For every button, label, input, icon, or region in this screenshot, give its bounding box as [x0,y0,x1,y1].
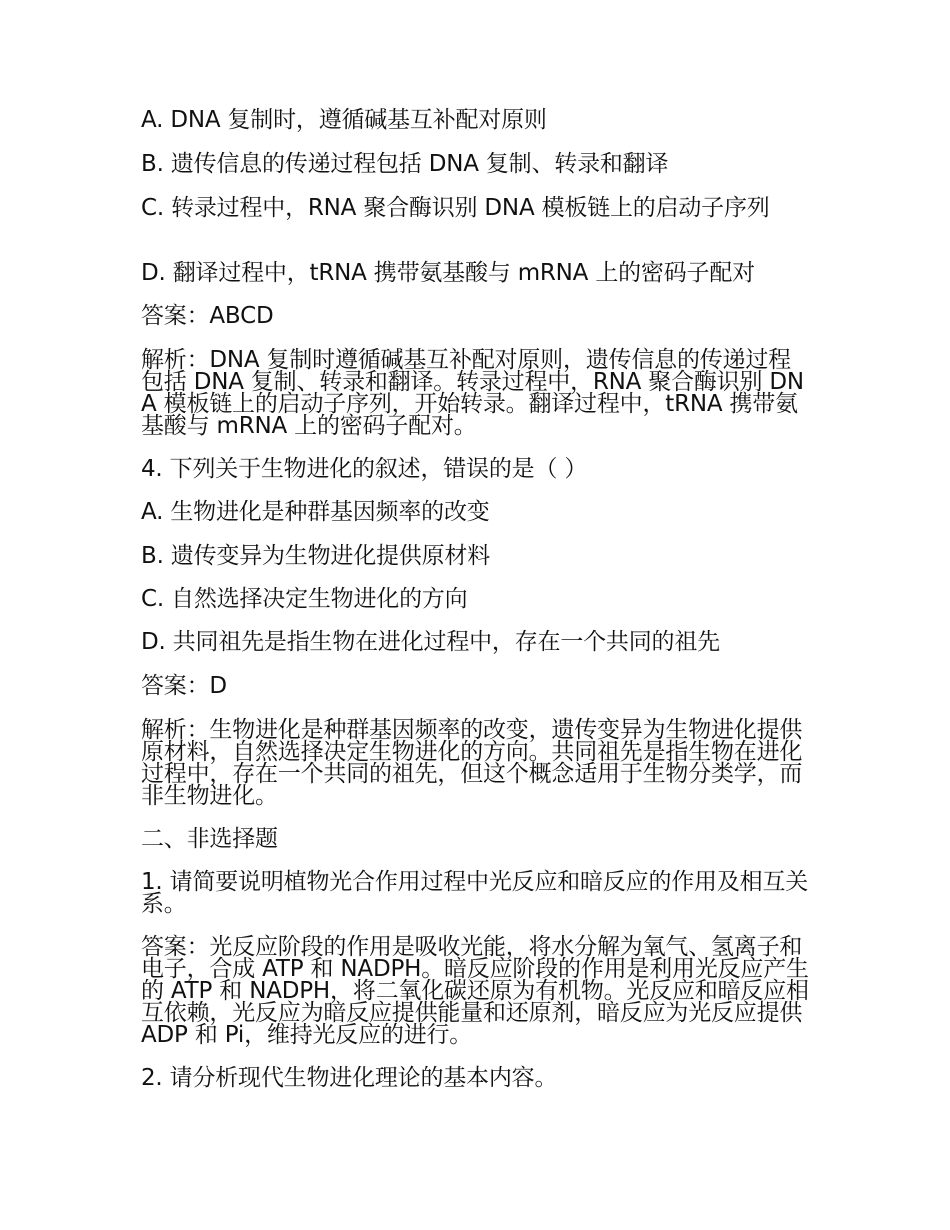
section-heading-non-choice: 二、非选择题 [141,826,278,852]
explanation-q3: 解析：DNA 复制时遵循碱基互补配对原则，遗传信息的传递过程包括 DNA 复制、转录和翻译。转录过程中，RNA 聚合酶识别 DNA 模板链上的启动子序列，开始转录。翻译过程中，tRNA 携带氨基酸与 mRNA 上的密码子配对。 [141,347,804,439]
q4-option-d: D. 共同祖先是指生物在进化过程中，存在一个共同的祖先 [141,629,720,655]
q4-option-c: C. 自然选择决定生物进化的方向 [141,586,468,612]
option-c-transcription: C. 转录过程中，RNA 聚合酶识别 DNA 模板链上的启动子序列 [141,195,770,221]
question-4-stem: 4. 下列关于生物进化的叙述，错误的是（ ） [141,456,588,482]
option-b-genetic-info-transfer: B. 遗传信息的传递过程包括 DNA 复制、转录和翻译 [141,151,669,177]
non-choice-question-2: 2. 请分析现代生物进化理论的基本内容。 [141,1065,558,1091]
explanation-q4: 解析：生物进化是种群基因频率的改变，遗传变异为生物进化提供原材料，自然选择决定生物进化的方向。共同祖先是指生物在进化过程中，存在一个共同的祖先，但这个概念适用于生物分类学，而非生物进化。 [141,717,803,809]
q4-option-b: B. 遗传变异为生物进化提供原材料 [141,543,491,569]
option-a-dna-replication: A. DNA 复制时，遵循碱基互补配对原则 [141,107,547,133]
option-d-translation: D. 翻译过程中，tRNA 携带氨基酸与 mRNA 上的密码子配对 [141,260,755,286]
answer-q3: 答案：ABCD [141,303,274,329]
non-choice-question-1: 1. 请简要说明植物光合作用过程中光反应和暗反应的作用及相互关系。 [141,869,809,917]
q4-option-a: A. 生物进化是种群基因频率的改变 [141,499,490,525]
answer-non-choice-1: 答案：光反应阶段的作用是吸收光能，将水分解为氧气、氢离子和电子，合成 ATP 和 NADPH。暗反应阶段的作用是利用光反应产生的 ATP 和 NADPH，将二氧化碳还原为有机物。光反应和暗反应相互依赖，光反应为暗反应提供能量和还原剂，暗反应为光反应提供 ADP 和 Pi，维持光反应的进行。 [141,934,809,1048]
answer-q4: 答案：D [141,673,227,699]
